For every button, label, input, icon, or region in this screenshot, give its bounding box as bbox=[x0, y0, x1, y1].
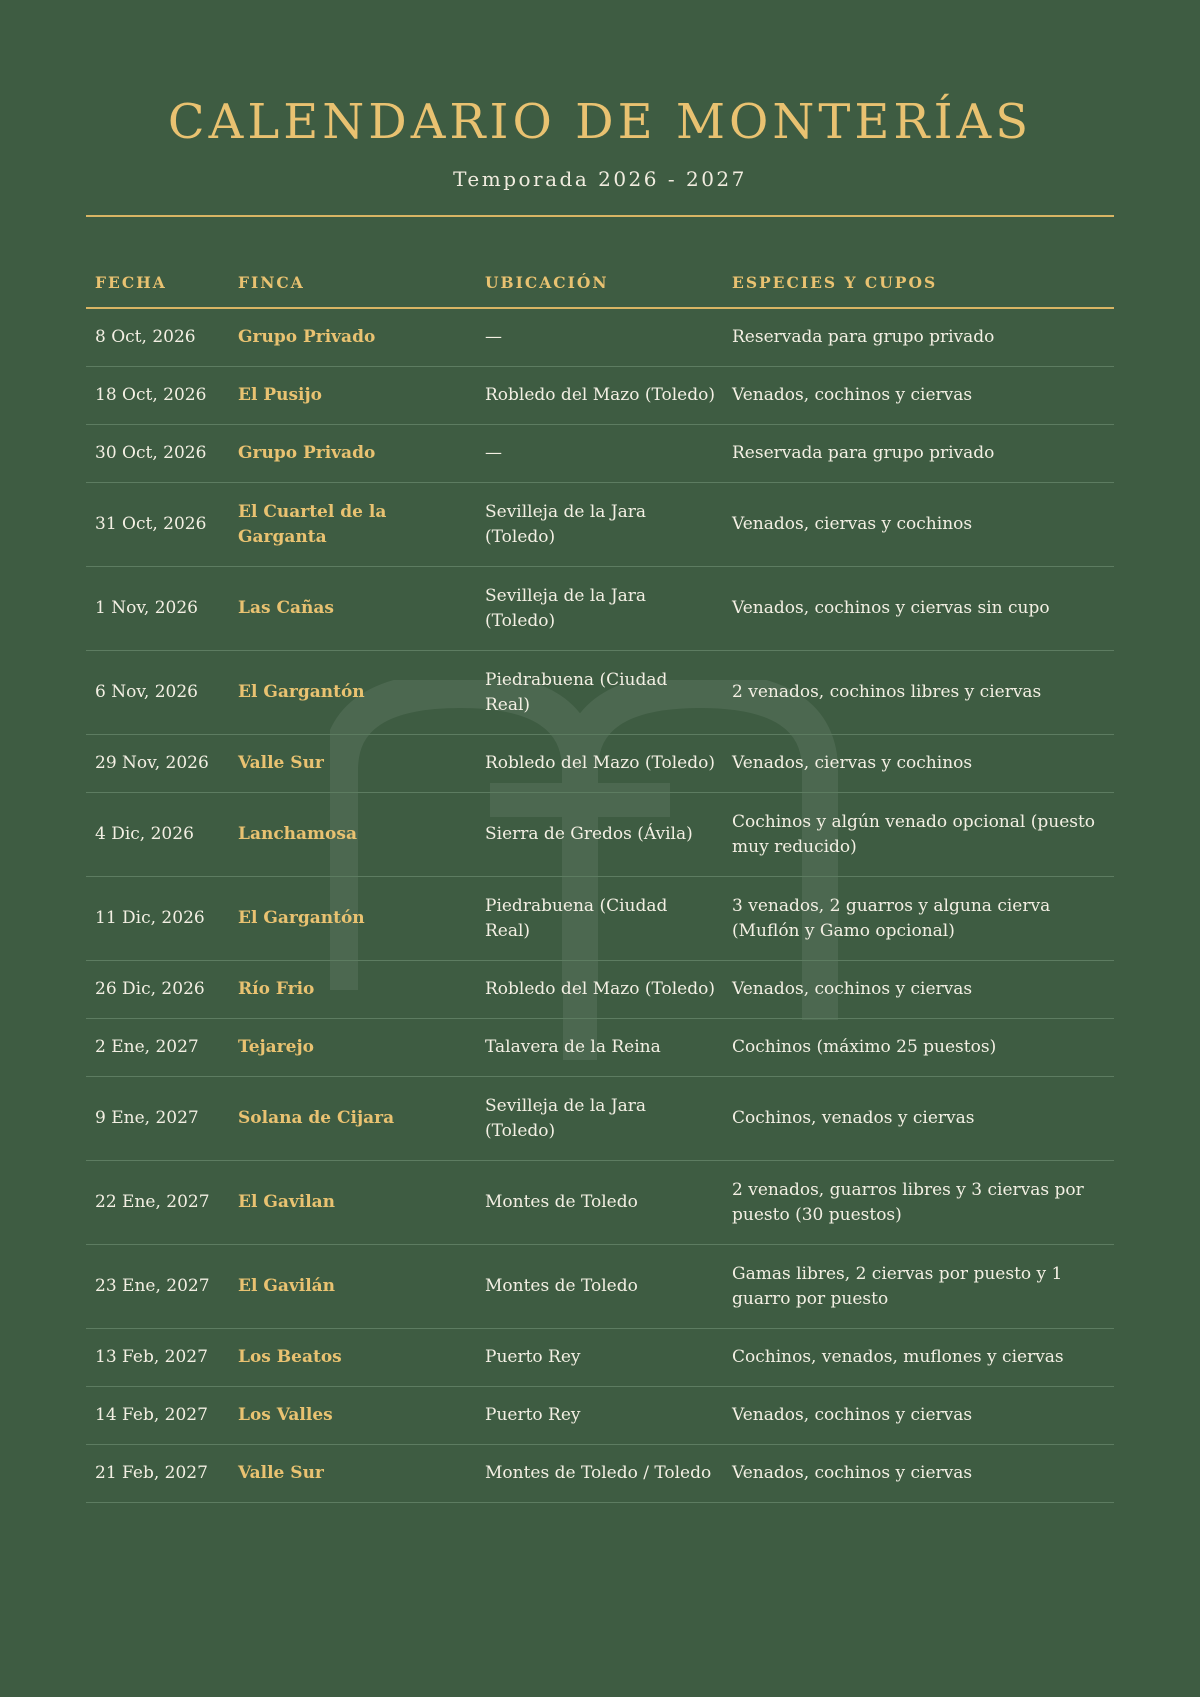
cell-ubicacion: Talavera de la Reina bbox=[476, 1019, 723, 1077]
cell-especies: Reservada para grupo privado bbox=[723, 308, 1114, 367]
page-title: CALENDARIO DE MONTERÍAS bbox=[167, 94, 1033, 150]
table-row bbox=[86, 567, 1114, 651]
cell-finca: El Cuartel de la Garganta bbox=[229, 483, 476, 567]
cell-especies: 2 venados, cochinos libres y ciervas bbox=[723, 651, 1114, 735]
cell-finca: Las Cañas bbox=[229, 567, 476, 651]
cell-fecha: 29 Nov, 2026 bbox=[86, 735, 229, 793]
cell-especies: Reservada para grupo privado bbox=[723, 425, 1114, 483]
column-header-fecha: FECHA bbox=[86, 255, 229, 308]
cell-fecha: 26 Dic, 2026 bbox=[86, 961, 229, 1019]
cell-ubicacion: Robledo del Mazo (Toledo) bbox=[476, 367, 723, 425]
cell-finca: Los Valles bbox=[229, 1387, 476, 1445]
column-header-ubicacion: UBICACIÓN bbox=[476, 255, 723, 308]
table-row bbox=[86, 1387, 1114, 1445]
cell-fecha: 18 Oct, 2026 bbox=[86, 367, 229, 425]
cell-ubicacion: Sevilleja de la Jara (Toledo) bbox=[476, 567, 723, 651]
cell-fecha: 23 Ene, 2027 bbox=[86, 1245, 229, 1329]
table-row bbox=[86, 483, 1114, 567]
cell-fecha: 22 Ene, 2027 bbox=[86, 1161, 229, 1245]
cell-especies: Cochinos, venados, muflones y ciervas bbox=[723, 1329, 1114, 1387]
cell-finca: Grupo Privado bbox=[229, 425, 476, 483]
cell-finca: El Gavilán bbox=[229, 1245, 476, 1329]
table-row bbox=[86, 877, 1114, 961]
cell-ubicacion: Montes de Toledo / Toledo bbox=[476, 1445, 723, 1503]
cell-fecha: 11 Dic, 2026 bbox=[86, 877, 229, 961]
table-row bbox=[86, 735, 1114, 793]
cell-especies: Venados, cochinos y ciervas bbox=[723, 961, 1114, 1019]
cell-finca: Grupo Privado bbox=[229, 308, 476, 367]
table-row bbox=[86, 961, 1114, 1019]
cell-ubicacion: Robledo del Mazo (Toledo) bbox=[476, 735, 723, 793]
table-row bbox=[86, 1077, 1114, 1161]
cell-finca: El Gavilan bbox=[229, 1161, 476, 1245]
cell-finca: El Gargantón bbox=[229, 651, 476, 735]
cell-especies: Venados, ciervas y cochinos bbox=[723, 483, 1114, 567]
cell-ubicacion: Puerto Rey bbox=[476, 1329, 723, 1387]
cell-finca: Valle Sur bbox=[229, 1445, 476, 1503]
page-subtitle: Temporada 2026 - 2027 bbox=[453, 167, 747, 191]
cell-especies: Gamas libres, 2 ciervas por puesto y 1 guarro por puesto bbox=[723, 1245, 1114, 1329]
cell-fecha: 2 Ene, 2027 bbox=[86, 1019, 229, 1077]
cell-ubicacion: Sierra de Gredos (Ávila) bbox=[476, 793, 723, 877]
header-divider bbox=[86, 215, 1114, 217]
cell-fecha: 14 Feb, 2027 bbox=[86, 1387, 229, 1445]
table-row bbox=[86, 1245, 1114, 1329]
table-row bbox=[86, 308, 1114, 367]
cell-finca: Valle Sur bbox=[229, 735, 476, 793]
cell-fecha: 1 Nov, 2026 bbox=[86, 567, 229, 651]
cell-fecha: 21 Feb, 2027 bbox=[86, 1445, 229, 1503]
cell-ubicacion: Montes de Toledo bbox=[476, 1161, 723, 1245]
cell-especies: Venados, cochinos y ciervas bbox=[723, 1445, 1114, 1503]
cell-fecha: 8 Oct, 2026 bbox=[86, 308, 229, 367]
cell-ubicacion: Montes de Toledo bbox=[476, 1245, 723, 1329]
page-header bbox=[86, 0, 1114, 192]
table-row bbox=[86, 367, 1114, 425]
cell-especies: Cochinos (máximo 25 puestos) bbox=[723, 1019, 1114, 1077]
cell-finca: Río Frio bbox=[229, 961, 476, 1019]
cell-finca: Tejarejo bbox=[229, 1019, 476, 1077]
cell-especies: Cochinos y algún venado opcional (puesto muy reducido) bbox=[723, 793, 1114, 877]
cell-fecha: 31 Oct, 2026 bbox=[86, 483, 229, 567]
cell-finca: Lanchamosa bbox=[229, 793, 476, 877]
cell-fecha: 4 Dic, 2026 bbox=[86, 793, 229, 877]
cell-ubicacion: Robledo del Mazo (Toledo) bbox=[476, 961, 723, 1019]
table-row bbox=[86, 1329, 1114, 1387]
cell-especies: Cochinos, venados y ciervas bbox=[723, 1077, 1114, 1161]
cell-fecha: 9 Ene, 2027 bbox=[86, 1077, 229, 1161]
cell-especies: Venados, ciervas y cochinos bbox=[723, 735, 1114, 793]
cell-finca: Solana de Cijara bbox=[229, 1077, 476, 1161]
cell-ubicacion: Sevilleja de la Jara (Toledo) bbox=[476, 1077, 723, 1161]
cell-finca: Los Beatos bbox=[229, 1329, 476, 1387]
table-row bbox=[86, 1445, 1114, 1503]
cell-ubicacion: Piedrabuena (Ciudad Real) bbox=[476, 877, 723, 961]
table-row bbox=[86, 1019, 1114, 1077]
table-header-row bbox=[86, 255, 1114, 308]
cell-finca: El Gargantón bbox=[229, 877, 476, 961]
cell-fecha: 6 Nov, 2026 bbox=[86, 651, 229, 735]
table-row bbox=[86, 425, 1114, 483]
cell-especies: Venados, cochinos y ciervas bbox=[723, 1387, 1114, 1445]
table-row bbox=[86, 651, 1114, 735]
cell-ubicacion: Puerto Rey bbox=[476, 1387, 723, 1445]
column-header-finca: FINCA bbox=[229, 255, 476, 308]
cell-especies: 2 venados, guarros libres y 3 ciervas por puesto (30 puestos) bbox=[723, 1161, 1114, 1245]
cell-fecha: 30 Oct, 2026 bbox=[86, 425, 229, 483]
cell-fecha: 13 Feb, 2027 bbox=[86, 1329, 229, 1387]
cell-ubicacion: Piedrabuena (Ciudad Real) bbox=[476, 651, 723, 735]
cell-especies: Venados, cochinos y ciervas sin cupo bbox=[723, 567, 1114, 651]
table-row bbox=[86, 793, 1114, 877]
cell-ubicacion: Sevilleja de la Jara (Toledo) bbox=[476, 483, 723, 567]
cell-ubicacion: — bbox=[476, 425, 723, 483]
cell-especies: 3 venados, 2 guarros y alguna cierva (Muflón y Gamo opcional) bbox=[723, 877, 1114, 961]
table-row bbox=[86, 1161, 1114, 1245]
calendar-table bbox=[86, 255, 1114, 1503]
cell-finca: El Pusijo bbox=[229, 367, 476, 425]
cell-ubicacion: — bbox=[476, 308, 723, 367]
cell-especies: Venados, cochinos y ciervas bbox=[723, 367, 1114, 425]
column-header-especies: ESPECIES Y CUPOS bbox=[723, 255, 1114, 308]
